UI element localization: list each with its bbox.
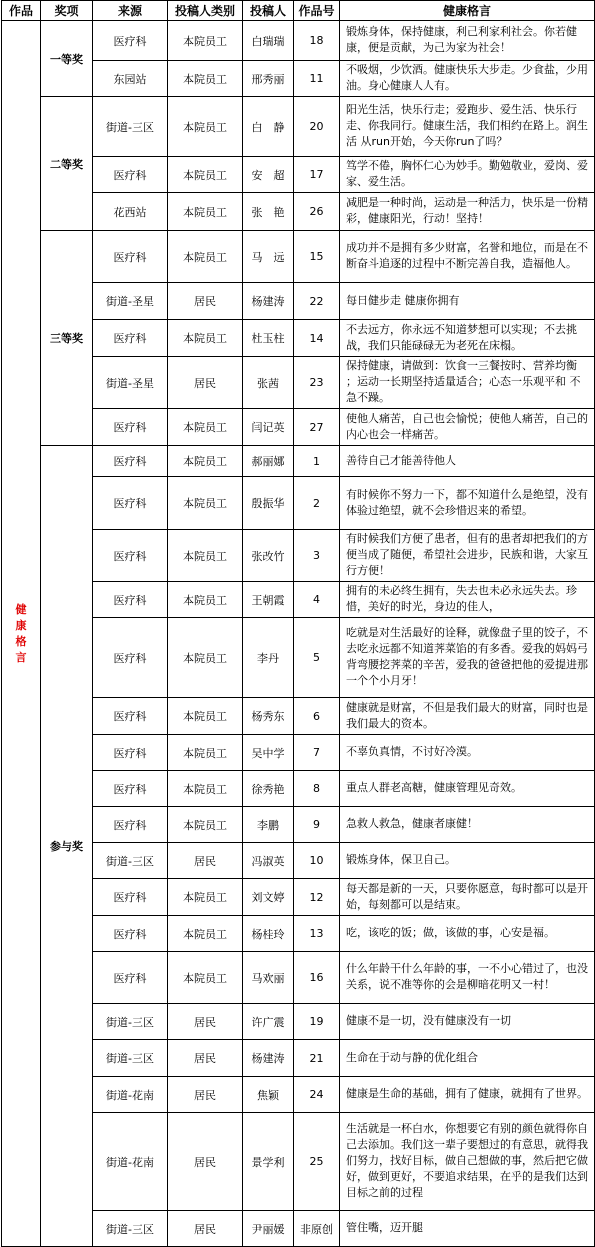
contributor-cell: 安 超 (243, 157, 294, 193)
header-contributor: 投稿人 (243, 1, 294, 21)
motto-cell: 重点人群老高糖，健康管理见奇效。 (340, 771, 595, 807)
contributor-cell: 杨建涛 (243, 1040, 294, 1077)
source-cell: 街道-三区 (93, 843, 168, 879)
work-number-cell: 15 (294, 231, 340, 283)
work-number-cell: 17 (294, 157, 340, 193)
contributor-cell: 马欢丽 (243, 952, 294, 1004)
award-cell: 三等奖 (41, 231, 93, 446)
work-number-cell: 3 (294, 530, 340, 582)
contributor-type-cell: 本院员工 (168, 446, 243, 477)
source-cell: 医疗科 (93, 157, 168, 193)
contributor-cell: 焦颖 (243, 1077, 294, 1113)
source-cell: 街道-花南 (93, 1113, 168, 1211)
motto-cell: 健康不是一切，没有健康没有一切 (340, 1004, 595, 1040)
source-cell: 医疗科 (93, 916, 168, 952)
work-number-cell: 7 (294, 735, 340, 771)
contributor-type-cell: 本院员工 (168, 879, 243, 916)
contributor-type-cell: 居民 (168, 1040, 243, 1077)
contributor-type-cell: 本院员工 (168, 409, 243, 446)
motto-cell: 有时候你不努力一下，都不知道什么是绝望，没有体验过绝望，就不会珍惜迟来的希望。 (340, 477, 595, 530)
contributor-type-cell: 本院员工 (168, 61, 243, 97)
source-cell: 花西站 (93, 193, 168, 231)
contributor-cell: 徐秀艳 (243, 771, 294, 807)
source-cell: 医疗科 (93, 409, 168, 446)
contributor-cell: 李丹 (243, 618, 294, 698)
source-cell: 街道-三区 (93, 97, 168, 157)
work-number-cell: 4 (294, 582, 340, 618)
work-number-cell: 26 (294, 193, 340, 231)
work-number-cell: 16 (294, 952, 340, 1004)
source-cell: 医疗科 (93, 530, 168, 582)
category-cell (2, 21, 41, 1247)
contributor-cell: 杜玉柱 (243, 320, 294, 357)
contributor-type-cell: 本院员工 (168, 618, 243, 698)
source-cell: 东园站 (93, 61, 168, 97)
work-number-cell: 13 (294, 916, 340, 952)
work-number-cell: 2 (294, 477, 340, 530)
motto-cell: 每天都是新的一天，只要你愿意，每时都可以是开始，每刻都可以是结束。 (340, 879, 595, 916)
contributor-cell: 邢秀丽 (243, 61, 294, 97)
contributor-type-cell: 本院员工 (168, 21, 243, 61)
award-cell: 参与奖 (41, 446, 93, 1247)
work-number-cell: 21 (294, 1040, 340, 1077)
motto-cell: 吃就是对生活最好的诠释，就像盘子里的饺子，不去吃永远都不知道荠菜馅的有多香。爱我的妈妈弓背弯腰挖荠菜的辛苦，爱我的爸爸把他的爱提进那一个个小月牙！ (340, 618, 595, 698)
contributor-type-cell: 居民 (168, 1004, 243, 1040)
contributor-cell: 许广震 (243, 1004, 294, 1040)
contributor-type-cell: 居民 (168, 1211, 243, 1247)
source-cell: 医疗科 (93, 231, 168, 283)
award-cell: 一等奖 (41, 21, 93, 97)
contributor-cell: 白 静 (243, 97, 294, 157)
source-cell: 医疗科 (93, 952, 168, 1004)
contributor-type-cell: 本院员工 (168, 320, 243, 357)
work-number-cell: 1 (294, 446, 340, 477)
work-number-cell: 20 (294, 97, 340, 157)
source-cell: 街道-圣星 (93, 283, 168, 320)
motto-cell: 生活就是一杯白水，你想要它有别的颜色就得你自己去添加。我们这一辈子要想过的有意思，就得我们努力，找好目标，做自己想做的事，然后把它做好，做到更好，不要追求结果，在乎的是我们达到目标之前的过程 (340, 1113, 595, 1211)
motto-cell: 急救人救急，健康者康健！ (340, 807, 595, 843)
work-number-cell: 12 (294, 879, 340, 916)
motto-cell: 成功并不是拥有多少财富，名誉和地位，而是在不断奋斗追逐的过程中不断完善自我，造福他人。 (340, 231, 595, 283)
contributor-type-cell: 本院员工 (168, 530, 243, 582)
source-cell: 医疗科 (93, 21, 168, 61)
motto-cell: 健康是生命的基础，拥有了健康，就拥有了世界。 (340, 1077, 595, 1113)
source-cell: 医疗科 (93, 807, 168, 843)
work-number-cell: 非原创 (294, 1211, 340, 1247)
work-number-cell: 24 (294, 1077, 340, 1113)
contributor-type-cell: 本院员工 (168, 193, 243, 231)
header-work: 作品 (2, 1, 41, 21)
work-number-cell: 9 (294, 807, 340, 843)
motto-cell: 不辜负真情，不讨好冷漠。 (340, 735, 595, 771)
contributor-cell: 马 远 (243, 231, 294, 283)
contributor-cell: 郝丽娜 (243, 446, 294, 477)
header-contributor-type: 投稿人类别 (168, 1, 243, 21)
motto-cell: 不吸烟，少饮酒。健康快乐大步走。少食盐，少用油。身心健康人人有。 (340, 61, 595, 97)
header-row (2, 1, 595, 21)
category-label: 健康格言 (15, 602, 27, 664)
contributor-type-cell: 居民 (168, 843, 243, 879)
source-cell: 医疗科 (93, 735, 168, 771)
source-cell: 医疗科 (93, 320, 168, 357)
header-award: 奖项 (41, 1, 93, 21)
contributor-type-cell: 居民 (168, 1113, 243, 1211)
work-number-cell: 22 (294, 283, 340, 320)
source-cell: 医疗科 (93, 879, 168, 916)
contributor-cell: 闫记英 (243, 409, 294, 446)
contributor-cell: 白瑞瑞 (243, 21, 294, 61)
contributor-type-cell: 本院员工 (168, 97, 243, 157)
table-row (2, 446, 595, 477)
table-body (2, 21, 595, 1247)
contributor-type-cell: 本院员工 (168, 477, 243, 530)
motto-cell: 生命在于动与静的优化组合 (340, 1040, 595, 1077)
contributor-type-cell: 居民 (168, 283, 243, 320)
contributor-cell: 张改竹 (243, 530, 294, 582)
contributor-cell: 冯淑英 (243, 843, 294, 879)
contributor-cell: 杨建涛 (243, 283, 294, 320)
header-work-number: 作品号 (294, 1, 340, 21)
motto-cell: 拥有的未必终生拥有，失去也未必永远失去。珍惜，美好的时光，身边的佳人， (340, 582, 595, 618)
contributor-cell: 殷振华 (243, 477, 294, 530)
source-cell: 街道-圣星 (93, 357, 168, 409)
contributor-cell: 景学利 (243, 1113, 294, 1211)
contributor-type-cell: 本院员工 (168, 231, 243, 283)
contributor-cell: 李鹏 (243, 807, 294, 843)
contributor-type-cell: 居民 (168, 357, 243, 409)
source-cell: 医疗科 (93, 771, 168, 807)
contributor-type-cell: 本院员工 (168, 157, 243, 193)
motto-cell: 每日健步走 健康你拥有 (340, 283, 595, 320)
motto-cell: 锻炼身体，保卫自己。 (340, 843, 595, 879)
table-row (2, 97, 595, 157)
contributor-type-cell: 本院员工 (168, 807, 243, 843)
work-number-cell: 11 (294, 61, 340, 97)
source-cell: 街道-三区 (93, 1211, 168, 1247)
motto-cell: 阳光生活，快乐行走；爱跑步、爱生活、快乐行走、你我同行。健康生活，我们相约在路上。润生活 从run开始，今天你run了吗？ (340, 97, 595, 157)
contributor-cell: 杨桂玲 (243, 916, 294, 952)
contributor-cell: 张 艳 (243, 193, 294, 231)
header-source: 来源 (93, 1, 168, 21)
source-cell: 医疗科 (93, 618, 168, 698)
motto-cell: 健康就是财富，不但是我们最大的财富，同时也是我们最大的资本。 (340, 698, 595, 735)
work-number-cell: 19 (294, 1004, 340, 1040)
contributor-cell: 王朝霞 (243, 582, 294, 618)
contributor-type-cell: 居民 (168, 1077, 243, 1113)
contributor-type-cell: 本院员工 (168, 916, 243, 952)
motto-cell: 使他人痛苦，自己也会愉悦；使他人痛苦，自己的内心也会一样痛苦。 (340, 409, 595, 446)
source-cell: 医疗科 (93, 477, 168, 530)
source-cell: 医疗科 (93, 582, 168, 618)
work-number-cell: 6 (294, 698, 340, 735)
contributor-type-cell: 本院员工 (168, 952, 243, 1004)
award-table (1, 0, 595, 1247)
contributor-cell: 杨秀东 (243, 698, 294, 735)
work-number-cell: 25 (294, 1113, 340, 1211)
contributor-cell: 吴中学 (243, 735, 294, 771)
contributor-cell: 刘文婷 (243, 879, 294, 916)
motto-cell: 不去远方，你永远不知道梦想可以实现；不去挑战，我们只能碌碌无为老死在床榻。 (340, 320, 595, 357)
contributor-cell: 张茜 (243, 357, 294, 409)
motto-cell: 减肥是一种时尚，运动是一种活力，快乐是一份精彩，健康阳光，行动！坚持！ (340, 193, 595, 231)
motto-cell: 笃学不倦，胸怀仁心为妙手。勤勉敬业，爱岗、爱家、爱生活。 (340, 157, 595, 193)
contributor-type-cell: 本院员工 (168, 582, 243, 618)
work-number-cell: 18 (294, 21, 340, 61)
motto-cell: 有时候我们方便了患者，但有的患者却把我们的方便当成了随便，希望社会进步，民族和谐，大家互行方便！ (340, 530, 595, 582)
contributor-type-cell: 本院员工 (168, 698, 243, 735)
work-number-cell: 5 (294, 618, 340, 698)
table-row (2, 21, 595, 61)
award-cell: 二等奖 (41, 97, 93, 231)
motto-cell: 什么年龄干什么年龄的事，一不小心错过了，也没关系，说不准等你的会是柳暗花明又一村！ (340, 952, 595, 1004)
source-cell: 街道-三区 (93, 1040, 168, 1077)
motto-cell: 吃，该吃的饭；做，该做的事，心安是福。 (340, 916, 595, 952)
header-motto: 健康格言 (340, 1, 595, 21)
source-cell: 医疗科 (93, 698, 168, 735)
contributor-type-cell: 本院员工 (168, 735, 243, 771)
work-number-cell: 8 (294, 771, 340, 807)
motto-cell: 管住嘴，迈开腿 (340, 1211, 595, 1247)
motto-cell: 保持健康，请做到：饮食一三餐按时、营养均衡 ；运动一长期坚持适量适合；心态一乐观平和 不急不躁。 (340, 357, 595, 409)
source-cell: 街道-三区 (93, 1004, 168, 1040)
motto-cell: 善待自己才能善待他人 (340, 446, 595, 477)
table-row (2, 231, 595, 283)
work-number-cell: 14 (294, 320, 340, 357)
motto-cell: 锻炼身体，保持健康，利己利家利社会。你若健康，便是贡献，为己为家为社会！ (340, 21, 595, 61)
work-number-cell: 23 (294, 357, 340, 409)
source-cell: 街道-花南 (93, 1077, 168, 1113)
contributor-cell: 尹丽媛 (243, 1211, 294, 1247)
contributor-type-cell: 本院员工 (168, 771, 243, 807)
work-number-cell: 10 (294, 843, 340, 879)
work-number-cell: 27 (294, 409, 340, 446)
source-cell: 医疗科 (93, 446, 168, 477)
